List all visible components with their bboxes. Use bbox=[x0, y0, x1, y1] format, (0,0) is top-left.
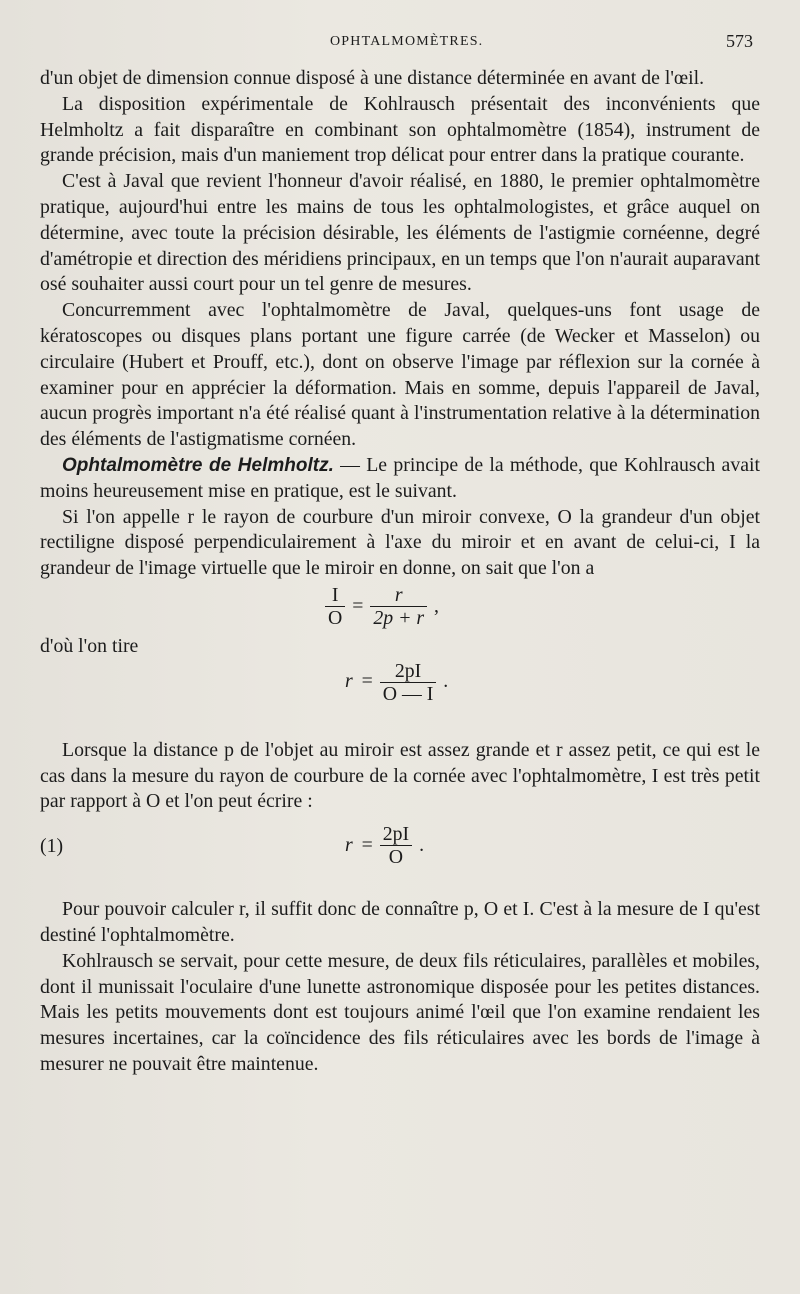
equation-3 bbox=[40, 815, 760, 887]
page-body bbox=[40, 66, 760, 1078]
paragraph-3: C'est à Javal que revient l'honneur d'avoir réalisé, en 1880, le premier ophtalmomètre pratique, aujourd'hui entre les mains de tous les ophtalmologistes, et grâce auquel on détermine, avec toute la précision désirable, les éléments de l'astigmie cornéenne, degré d'amétropie et direction des méridiens principaux, en un temps que l'on n'aurait auparavant osé souhaiter aussi court pour un tel genre de mesures. bbox=[40, 170, 760, 296]
paragraph-9: Pour pouvoir calculer r, il suffit donc de connaître p, O et I. C'est à la mesure de I qu'est destiné l'ophtalmomètre. bbox=[40, 898, 760, 946]
paragraph-1: d'un objet de dimension connue disposé à une distance déterminée en avant de l'œil. bbox=[40, 67, 705, 89]
eq3-period: . bbox=[419, 833, 425, 856]
page-header bbox=[0, 31, 800, 56]
section-intro: — Le principe de la méthode, que Kohlrausch avait moins heureusement mise en pratique, est le suivant. bbox=[40, 453, 761, 502]
eq3-rhs-numerator: 2pI bbox=[382, 823, 410, 846]
paragraph-8: Lorsque la distance p de l'objet au miroir est assez grande et r assez petit, ce qui est le cas dans la mesure du rayon de courbure de la cornée avec l'ophtalmomètre, I est très petit par rapport à O et l'on peut écrire : bbox=[40, 738, 760, 813]
eq1-rhs-numerator: r bbox=[394, 583, 403, 606]
equation-1 bbox=[40, 582, 760, 634]
paragraph-7: d'où l'on tire bbox=[40, 634, 139, 657]
eq2-rhs-numerator: 2pI bbox=[394, 659, 422, 682]
eq1-rhs-denominator: 2p + r bbox=[370, 606, 427, 629]
eq1-lhs-fraction bbox=[325, 584, 345, 629]
paragraph-2: La disposition expérimentale de Kohlrausch présentait des inconvénients que Helmholtz a fait disparaître en combinant son ophtalmomètre (1854), instrument de grande précision, mais d'un maniement trop délicat pour entrer dans la pratique courante. bbox=[40, 92, 760, 167]
eq2-rhs-denominator: O — I bbox=[380, 682, 437, 705]
eq1-lhs-denominator: O bbox=[325, 606, 345, 629]
spacer bbox=[40, 720, 760, 738]
eq2-period: . bbox=[443, 670, 449, 693]
paragraph-10: Kohlrausch se servait, pour cette mesure, de deux fils réticulaires, parallèles et mobiles, dont il munissait l'oculaire d'une lunette astronomique disposée pour les petites distances. Mais les petits mouvements dont est toujours animé l'œil que l'on examine rendaient les mesures incertaines, car la coïncidence des fils réticulaires avec les bords de l'image à mesurer ne pouvait être maintenue. bbox=[40, 949, 760, 1075]
eq1-lhs-numerator: I bbox=[331, 583, 339, 606]
eq3-equals: = bbox=[361, 833, 373, 856]
equation-2 bbox=[40, 660, 760, 720]
eq1-equals: = bbox=[352, 594, 364, 617]
eq3-label: (1) bbox=[40, 835, 64, 858]
eq2-rhs-fraction bbox=[380, 660, 437, 705]
eq3-lhs: r bbox=[345, 833, 353, 856]
eq3-rhs-fraction bbox=[380, 823, 412, 868]
eq3-rhs-denominator: O bbox=[380, 845, 412, 868]
paragraph-4: Concurremment avec l'ophtalmomètre de Javal, quelques-uns font usage de kératoscopes ou disques plans portant une figure carrée (de Wecker et Masselon) ou circulaire (Hubert et Prouff, etc.), dont on observe l'image par réflexion sur la cornée à examiner pour en apprécier la déformation. Mais en somme, depuis l'appareil de Javal, aucun progrès important n'a été réalisé quant à l'instrumentation relative à la détermination des éléments de l'astigmatisme cornéen. bbox=[40, 299, 760, 451]
paragraph-6: Si l'on appelle r le rayon de courbure d'un miroir convexe, O la grandeur d'un objet rectiligne disposé perpendiculairement à l'axe du miroir et en avant de celui-ci, I la grandeur de l'image virtuelle que le miroir en donne, on sait que l'on a bbox=[40, 505, 760, 580]
eq2-lhs: r bbox=[345, 670, 353, 693]
page-number: 573 bbox=[726, 31, 753, 51]
running-head: OPHTALMOMÈTRES. bbox=[330, 34, 484, 49]
eq2-equals: = bbox=[361, 670, 373, 693]
paragraph-5 bbox=[40, 453, 760, 505]
spacer bbox=[40, 887, 760, 897]
eq1-rhs-fraction bbox=[370, 584, 427, 629]
section-title: Ophtalmomètre de Helmholtz. bbox=[62, 454, 334, 476]
eq1-comma: , bbox=[434, 594, 439, 617]
